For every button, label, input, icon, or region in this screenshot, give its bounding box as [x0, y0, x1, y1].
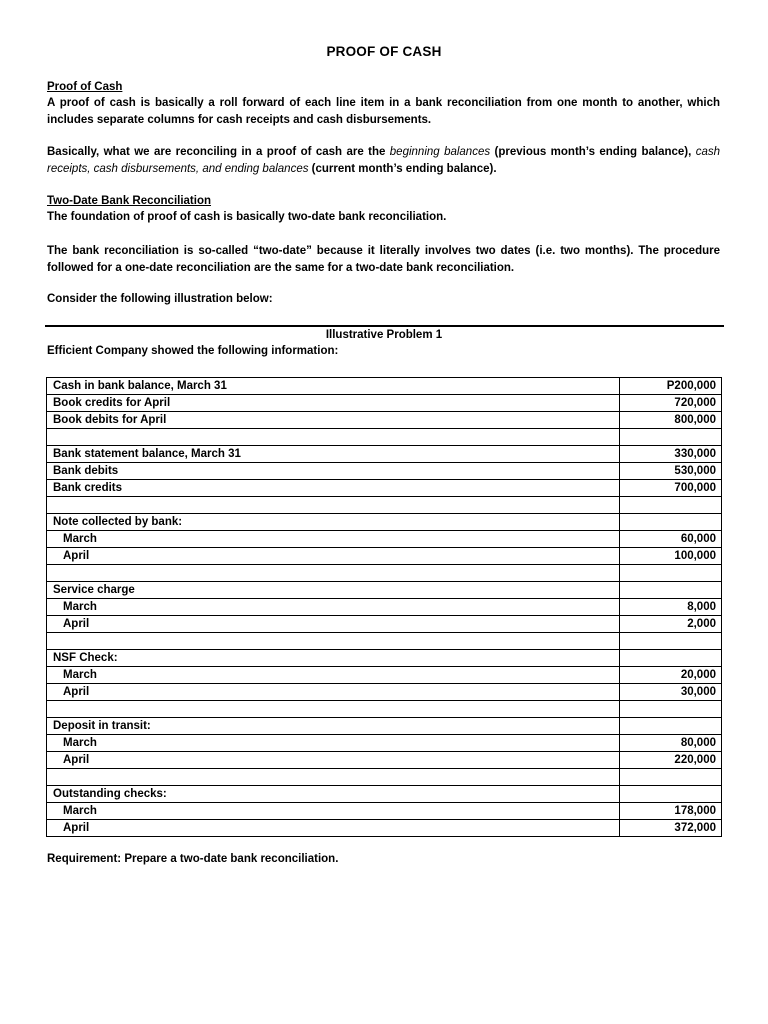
- row-label: [47, 633, 620, 650]
- row-amount: [620, 769, 722, 786]
- row-label: Bank statement balance, March 31: [47, 446, 620, 463]
- row-amount: 220,000: [620, 752, 722, 769]
- row-label: NSF Check:: [47, 650, 620, 667]
- row-amount: [620, 565, 722, 582]
- para-italic-beginning-balances: beginning balances: [389, 146, 491, 158]
- table-row-blank: [47, 497, 722, 514]
- row-amount: [620, 786, 722, 803]
- table-row: [47, 412, 722, 429]
- row-label: April: [47, 548, 620, 565]
- table-row-blank: [47, 633, 722, 650]
- row-amount: 80,000: [620, 735, 722, 752]
- row-label: March: [47, 735, 620, 752]
- reconciling-items-paragraph: [47, 144, 720, 177]
- problem-title: Illustrative Problem 1: [325, 329, 443, 341]
- row-amount: P200,000: [620, 378, 722, 395]
- two-date-explanation: The bank reconciliation is so-called “two-date” because it literally involves two dates (i.e. two months). The procedure followed for a one-date reconciliation are the same for a two-date bank reconciliation.: [47, 245, 720, 274]
- row-label: Deposit in transit:: [47, 718, 620, 735]
- table-row: [47, 378, 722, 395]
- row-amount: 2,000: [620, 616, 722, 633]
- row-amount: 800,000: [620, 412, 722, 429]
- row-label: March: [47, 599, 620, 616]
- row-label: Book debits for April: [47, 412, 620, 429]
- row-amount: [620, 633, 722, 650]
- section-heading-two-date: Two-Date Bank Reconciliation: [47, 195, 212, 207]
- row-amount: [620, 718, 722, 735]
- row-label: Outstanding checks:: [47, 786, 620, 803]
- table-row: [47, 718, 722, 735]
- table-row: [47, 582, 722, 599]
- row-amount: [620, 514, 722, 531]
- table-row: [47, 786, 722, 803]
- row-label: April: [47, 820, 620, 837]
- table-row: [47, 650, 722, 667]
- table-row: [47, 480, 722, 497]
- table-row: [47, 803, 722, 820]
- table-row: [47, 395, 722, 412]
- two-date-foundation-text: The foundation of proof of cash is basically two-date bank reconciliation.: [47, 211, 447, 223]
- row-amount: 30,000: [620, 684, 722, 701]
- row-label: Bank credits: [47, 480, 620, 497]
- row-label: Book credits for April: [47, 395, 620, 412]
- row-label: April: [47, 684, 620, 701]
- row-label: Bank debits: [47, 463, 620, 480]
- row-label: [47, 769, 620, 786]
- row-amount: 20,000: [620, 667, 722, 684]
- page-title: PROOF OF CASH: [326, 44, 442, 59]
- section-heading-proof-of-cash: Proof of Cash: [47, 81, 123, 93]
- row-label: April: [47, 752, 620, 769]
- row-label: April: [47, 616, 620, 633]
- table-row: [47, 667, 722, 684]
- row-label: March: [47, 667, 620, 684]
- row-label: [47, 429, 620, 446]
- problem-data-table-body: [47, 378, 722, 837]
- para-text-3: (current month’s ending balance).: [308, 162, 497, 175]
- row-amount: 60,000: [620, 531, 722, 548]
- row-label: Cash in bank balance, March 31: [47, 378, 620, 395]
- row-amount: [620, 429, 722, 446]
- table-row: [47, 531, 722, 548]
- table-row: [47, 735, 722, 752]
- table-row-blank: [47, 701, 722, 718]
- consider-illustration-text: Consider the following illustration below:: [47, 293, 273, 305]
- row-label: March: [47, 531, 620, 548]
- table-row: [47, 446, 722, 463]
- row-label: [47, 565, 620, 582]
- row-amount: 100,000: [620, 548, 722, 565]
- table-row: [47, 599, 722, 616]
- table-row: [47, 684, 722, 701]
- row-amount: 372,000: [620, 820, 722, 837]
- row-amount: 178,000: [620, 803, 722, 820]
- table-row: [47, 463, 722, 480]
- row-label: March: [47, 803, 620, 820]
- table-row-blank: [47, 769, 722, 786]
- row-amount: 8,000: [620, 599, 722, 616]
- para-text-1: Basically, what we are reconciling in a proof of cash are the: [47, 146, 390, 158]
- problem-intro: Efficient Company showed the following information:: [47, 345, 339, 357]
- table-row-blank: [47, 429, 722, 446]
- row-amount: [620, 701, 722, 718]
- para-text-2: (previous month’s ending balance),: [490, 146, 696, 158]
- table-row-blank: [47, 565, 722, 582]
- table-row: [47, 616, 722, 633]
- proof-of-cash-definition: A proof of cash is basically a roll forward of each line item in a bank reconciliation from one month to another, which includes separate columns for cash receipts and cash disbursements.: [47, 97, 720, 126]
- requirement-text: Requirement: Prepare a two-date bank reconciliation.: [47, 853, 339, 865]
- row-amount: 720,000: [620, 395, 722, 412]
- row-amount: [620, 650, 722, 667]
- table-row: [47, 514, 722, 531]
- row-amount: [620, 497, 722, 514]
- row-amount: 700,000: [620, 480, 722, 497]
- table-row: [47, 548, 722, 565]
- table-row: [47, 752, 722, 769]
- row-label: Note collected by bank:: [47, 514, 620, 531]
- row-amount: 330,000: [620, 446, 722, 463]
- row-amount: [620, 582, 722, 599]
- para-italic-receipts-disbursements: cash receipts, cash disbursements, and ending balances: [47, 146, 721, 175]
- row-amount: 530,000: [620, 463, 722, 480]
- table-row: [47, 820, 722, 837]
- row-label: Service charge: [47, 582, 620, 599]
- row-label: [47, 497, 620, 514]
- row-label: [47, 701, 620, 718]
- problem-data-table: [46, 377, 722, 837]
